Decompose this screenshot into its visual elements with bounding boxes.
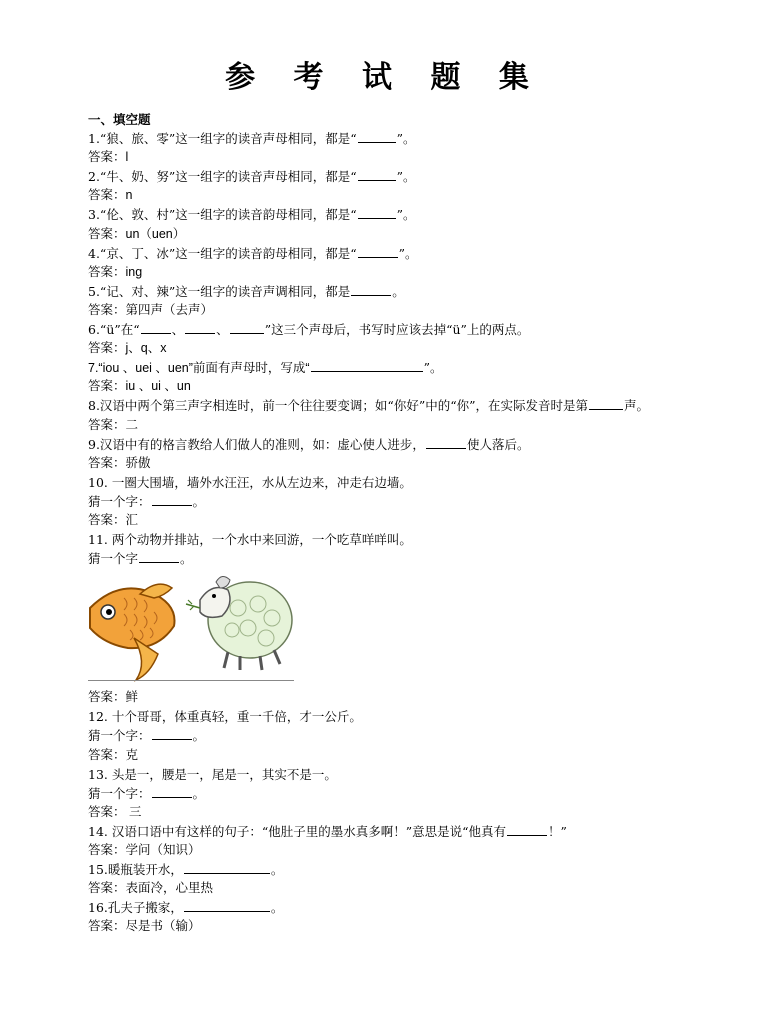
answer-10: 答案：汇 (88, 512, 139, 527)
answer-5: 答案：第四声（去声） (88, 302, 214, 317)
answer-8: 答案：二 (88, 417, 139, 432)
question-15: 15.暖瓶装开水， 。 (88, 862, 284, 878)
answer-13: 答案： 三 (88, 804, 142, 819)
answer-blank (152, 726, 192, 740)
answer-15: 答案：表面冷，心里热 (88, 881, 214, 896)
answer-9: 答案：骄傲 (88, 455, 151, 470)
answer-6: 答案：j、q、x (88, 341, 167, 356)
answer-blank (358, 244, 398, 258)
page-title: 参 考 试 题 集 (225, 60, 543, 95)
fish-sheep-image (88, 568, 308, 688)
answer-4: 答案：ing (88, 264, 143, 279)
answer-blank (152, 784, 192, 798)
answer-blank (589, 396, 623, 410)
question-16: 16.孔夫子搬家， 。 (88, 900, 284, 916)
question-13-prompt: 猜一个字： 。 (88, 785, 206, 801)
question-12: 12. 十个哥哥，体重真轻，重一千倍，才一公斤。 (88, 709, 362, 725)
question-2: 2.“牛、奶、努”这一组字的读音声母相同，都是“ ”。 (88, 169, 416, 185)
question-14: 14. 汉语口语中有这样的句子：“他肚子里的墨水真多啊！”意思是说“他真有 ！” (88, 823, 567, 839)
answer-blank (358, 205, 396, 219)
answer-blank (139, 549, 179, 563)
question-11-prompt: 猜一个字 。 (88, 551, 193, 567)
answer-blank (185, 320, 215, 334)
answer-blank (507, 822, 547, 836)
question-5: 5.“记、对、辣”这一组字的读音声调相同，都是 。 (88, 283, 405, 299)
question-1: 1.“狼、旅、零”这一组字的读音声母相同，都是“ ”。 (88, 131, 416, 147)
question-10-prompt: 猜一个字： 。 (88, 493, 206, 509)
answer-blank (311, 358, 423, 372)
answer-3: 答案：un（uen） (88, 226, 186, 241)
answer-1: 答案：l (88, 150, 129, 165)
answer-blank (184, 860, 270, 874)
answer-blank (152, 492, 192, 506)
question-12-prompt: 猜一个字： 。 (88, 728, 206, 744)
answer-2: 答案：n (88, 188, 133, 203)
answer-7: 答案：iu 、ui 、un (88, 379, 191, 394)
answer-blank (426, 435, 466, 449)
question-7: 7.“iou 、uei 、uen”前面有声母时，写成“ ”。 (88, 360, 443, 376)
question-13: 13. 头是一，腰是一，尾是一，其实不是一。 (88, 766, 337, 782)
answer-16: 答案：尽是书（输） (88, 919, 201, 934)
fish-icon (90, 584, 175, 680)
answer-blank (351, 282, 391, 296)
answer-blank (358, 167, 396, 181)
question-8: 8.汉语中两个第三声字相连时，前一个往往要变调；如“你好”中的“你”，在实际发音时是第 声。 (88, 398, 650, 414)
section-heading: 一、填空题 (88, 112, 151, 127)
fish-and-sheep-illustration (88, 568, 708, 688)
sheep-icon (186, 577, 292, 671)
answer-blank (358, 129, 396, 143)
answer-12: 答案：克 (88, 747, 139, 762)
question-10: 10. 一圈大围墙，墙外水汪汪，水从左边来，冲走右边墙。 (88, 474, 412, 490)
document-body (88, 110, 708, 936)
question-9: 9.汉语中有的格言教给人们做人的准则，如：虚心使人进步， 使人落后。 (88, 436, 530, 452)
question-11: 11. 两个动物并排站，一个水中来回游，一个吃草咩咩叫。 (88, 532, 412, 548)
question-6: 6.“ü”在“ 、 、 ”这三个声母后，书写时应该去掉“ü”上的两点。 (88, 322, 530, 338)
answer-blank (141, 320, 171, 334)
answer-11: 答案：鲜 (88, 690, 139, 705)
answer-14: 答案：学问（知识） (88, 843, 201, 857)
answer-blank (184, 898, 270, 912)
question-3: 3.“伦、敦、村”这一组字的读音韵母相同，都是“ ”。 (88, 207, 416, 223)
answer-blank (230, 320, 264, 334)
question-4: 4.“京、丁、冰”这一组字的读音韵母相同，都是“ ”。 (88, 245, 418, 261)
baseline-divider (88, 680, 294, 681)
